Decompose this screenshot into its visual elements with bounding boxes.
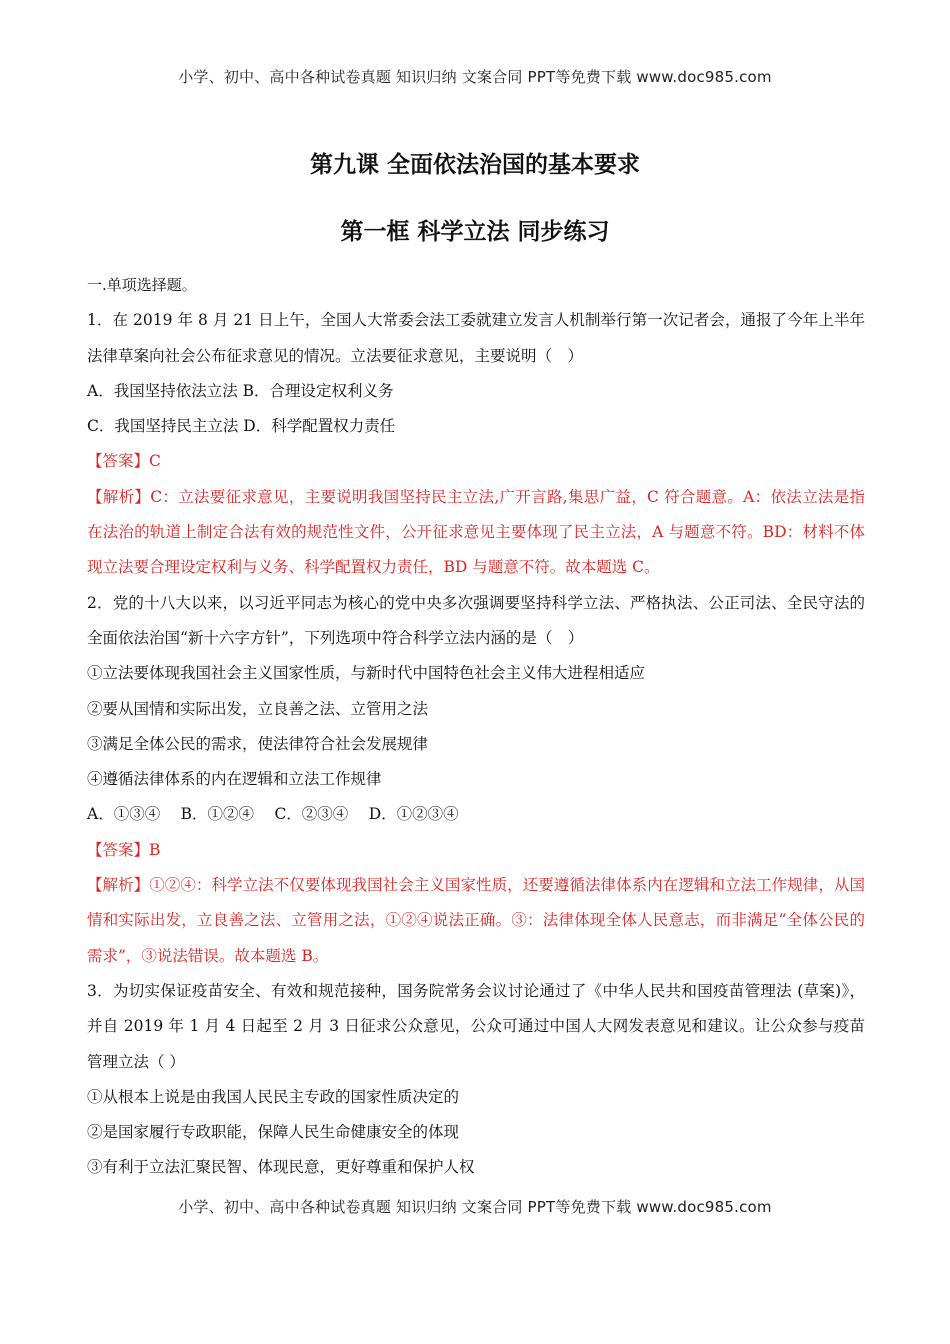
- q1-options-cd: C．我国坚持民主立法 D．科学配置权力责任: [87, 417, 396, 436]
- section-heading: 一.单项选择题。: [87, 276, 197, 294]
- q1-options-ab: A．我国坚持依法立法 B．合理设定权利义务: [87, 381, 394, 400]
- q3-item-1: ①从根本上说是由我国人民民主专政的国家性质决定的: [87, 1087, 460, 1106]
- q2-answer: 【答案】B: [87, 840, 161, 859]
- exercise-content: [87, 268, 865, 1186]
- q3-item-3: ③有利于立法汇聚民智、体现民意，更好尊重和保护人权: [87, 1158, 475, 1177]
- q2-analysis: 【解析】①②④：科学立法不仅要体现我国社会主义国家性质，还要遵循法律体系内在逻辑和立法工作规律，从国情和实际出发，立良善之法、立管用之法，①②④说法正确。③：法律体现全体人民意志，而非满足“全体公民的需求”，③说法错误。故本题选 B。: [87, 876, 865, 965]
- q2-item-2: ②要从国情和实际出发，立良善之法、立管用之法: [87, 699, 429, 718]
- q1-answer: 【答案】C: [87, 452, 161, 471]
- q1-analysis: 【解析】C：立法要征求意见，主要说明我国坚持民主立法,广开言路,集思广益，C 符合题意。A：依法立法是指在法治的轨道上制定合法有效的规范性文件，公开征求意见主要体现了民主立法，A 与题意不符。BD：材料不体现立法要合理设定权利与义务、科学配置权力责任，BD 与题意不符。故本题选 C。: [87, 487, 865, 577]
- q2-item-3: ③满足全体公民的需求，使法律符合社会发展规律: [87, 734, 429, 753]
- q2-stem: 2．党的十八大以来，以习近平同志为核心的党中央多次强调要坚持科学立法、严格执法、公正司法、全民守法的全面依法治国“新十六字方针”，下列选项中符合科学立法内涵的是（ ）: [87, 593, 865, 647]
- q3-item-2: ②是国家履行专政职能，保障人民生命健康安全的体现: [87, 1123, 460, 1142]
- page-footer: 小学、初中、高中各种试卷真题 知识归纳 文案合同 PPT等免费下载 www.doc985.com: [178, 1198, 772, 1216]
- q3-stem: 3．为切实保证疫苗安全、有效和规范接种，国务院常务会议讨论通过了《中华人民共和国疫苗管理法 (草案)》，并自 2019 年 1 月 4 日起至 2 月 3 日征求公众意见，公众可通过中国人大网发表意见和建议。让公众参与疫苗管理立法（ ）: [87, 981, 865, 1071]
- lesson-title: 第九课 全面依法治国的基本要求: [309, 152, 640, 178]
- page-header: 小学、初中、高中各种试卷真题 知识归纳 文案合同 PPT等免费下载 www.doc985.com: [178, 68, 772, 86]
- q2-item-1: ①立法要体现我国社会主义国家性质，与新时代中国特色社会主义伟大进程相适应: [87, 664, 646, 683]
- q2-options: A．①③④ B．①②④ C．②③④ D．①②③④: [87, 805, 459, 824]
- lesson-subtitle: 第一框 科学立法 同步练习: [340, 219, 610, 245]
- q2-item-4: ④遵循法律体系的内在逻辑和立法工作规律: [87, 770, 382, 789]
- q1-stem: 1．在 2019 年 8 月 21 日上午，全国人大常委会法工委就建立发言人机制举行第一次记者会，通报了今年上半年法律草案向社会公布征求意见的情况。立法要征求意见，主要说明（ ）: [87, 311, 865, 365]
